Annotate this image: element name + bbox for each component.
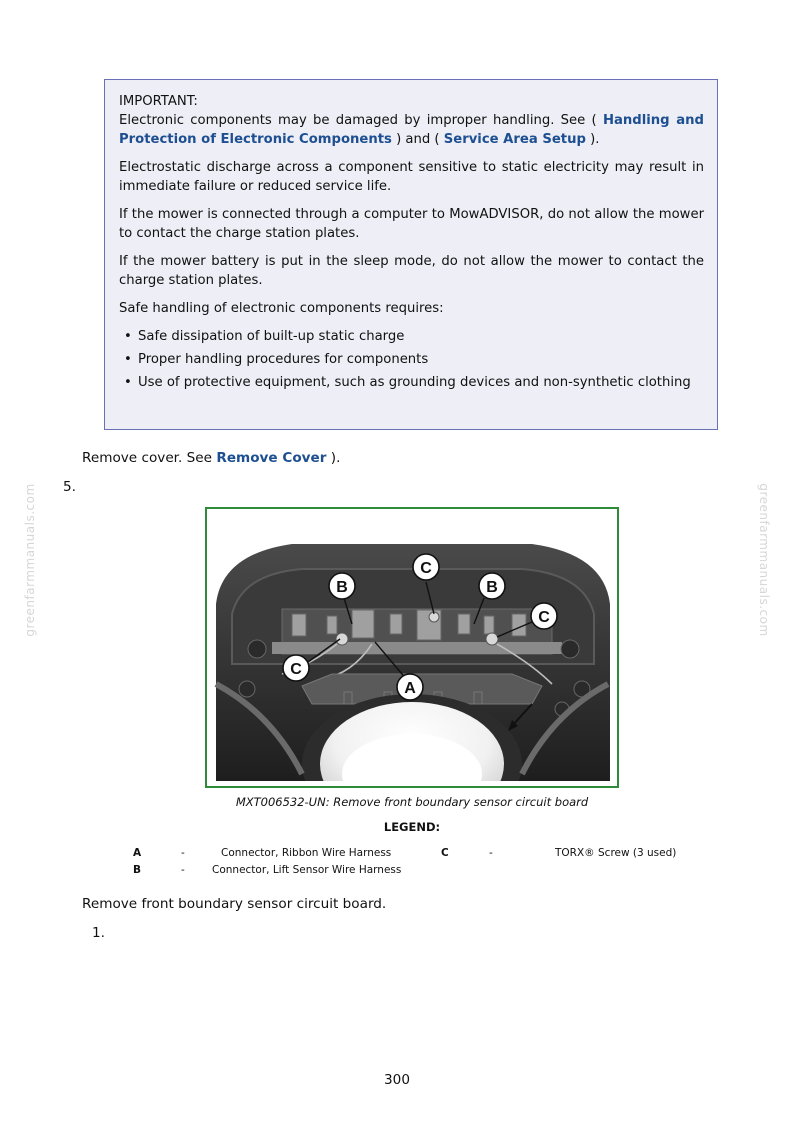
step-number-1: 1. bbox=[92, 925, 105, 941]
remove-cover-link[interactable]: Remove Cover bbox=[216, 450, 327, 466]
legend-desc-b: Connector, Lift Sensor Wire Harness bbox=[212, 864, 402, 876]
handling-mid-text: ) and ( bbox=[396, 132, 440, 147]
svg-text:B: B bbox=[336, 579, 348, 596]
handling-text: Electronic components may be damaged by improper handling. See ( bbox=[119, 113, 597, 128]
bullet-icon: • bbox=[124, 352, 132, 367]
important-paragraph-safe-handling: Safe handling of electronic components requires: bbox=[119, 301, 444, 316]
remove-board-instruction: Remove front boundary sensor circuit board. bbox=[82, 896, 387, 912]
callout-a bbox=[397, 674, 423, 700]
figure-caption: MXT006532-UN: Remove front boundary sensor circuit board bbox=[235, 795, 589, 809]
important-title: IMPORTANT: bbox=[119, 94, 198, 109]
list-item: • Use of protective equipment, such as grounding devices and non-synthetic clothing bbox=[124, 375, 691, 390]
watermark-right: greenfarmmanuals.com bbox=[757, 483, 771, 637]
list-item: • Safe dissipation of built-up static charge bbox=[124, 329, 405, 344]
callout-b-left bbox=[329, 573, 355, 599]
circuit-board-photo bbox=[212, 514, 612, 781]
legend-dash-c: - bbox=[489, 847, 493, 859]
legend-desc-a: Connector, Ribbon Wire Harness bbox=[221, 847, 392, 859]
handling-protection-link[interactable]: Handling and Protection of Electronic Components bbox=[119, 113, 704, 147]
callout-c-top bbox=[413, 554, 439, 580]
important-paragraph-sleep-mode: If the mower battery is put in the sleep mode, do not allow the mower to contact the charge station plates. bbox=[119, 254, 704, 288]
bullet-icon: • bbox=[124, 375, 132, 390]
callout-c-left bbox=[283, 655, 309, 681]
important-notice-box bbox=[104, 79, 718, 430]
watermark-left: greenfarmmanuals.com bbox=[23, 483, 37, 637]
svg-text:C: C bbox=[538, 609, 550, 626]
svg-text:B: B bbox=[486, 579, 498, 596]
page-number: 300 bbox=[384, 1072, 410, 1088]
legend-desc-c: TORX® Screw (3 used) bbox=[555, 847, 677, 859]
remove-cover-instruction: Remove cover. See Remove Cover ). bbox=[82, 450, 341, 466]
callout-b-right bbox=[479, 573, 505, 599]
callout-c-right bbox=[531, 603, 557, 629]
legend-title: LEGEND: bbox=[383, 820, 441, 834]
legend-key-b: B bbox=[133, 864, 142, 876]
legend-key-c: C bbox=[441, 847, 449, 859]
figure-frame bbox=[205, 507, 619, 788]
service-area-setup-link[interactable]: Service Area Setup bbox=[443, 132, 586, 147]
bullet-icon: • bbox=[124, 329, 132, 344]
list-item: • Proper handling procedures for components bbox=[124, 352, 429, 367]
svg-text:A: A bbox=[404, 680, 416, 697]
svg-text:C: C bbox=[290, 661, 302, 678]
step-number-5: 5. bbox=[63, 479, 76, 495]
handling-end-text: ). bbox=[590, 132, 600, 147]
legend-key-a: A bbox=[133, 847, 142, 859]
important-paragraph-esd: Electrostatic discharge across a component sensitive to static electricity may result in immediate failure or reduced service life. bbox=[119, 160, 704, 194]
legend-dash-b: - bbox=[181, 864, 185, 876]
svg-text:C: C bbox=[420, 560, 432, 577]
important-paragraph-handling bbox=[119, 111, 704, 149]
important-paragraph-mowadvisor: If the mower is connected through a computer to MowADVISOR, do not allow the mower to contact the charge station plates. bbox=[119, 207, 704, 241]
safe-handling-list bbox=[119, 327, 704, 392]
legend-dash-a: - bbox=[181, 847, 185, 859]
